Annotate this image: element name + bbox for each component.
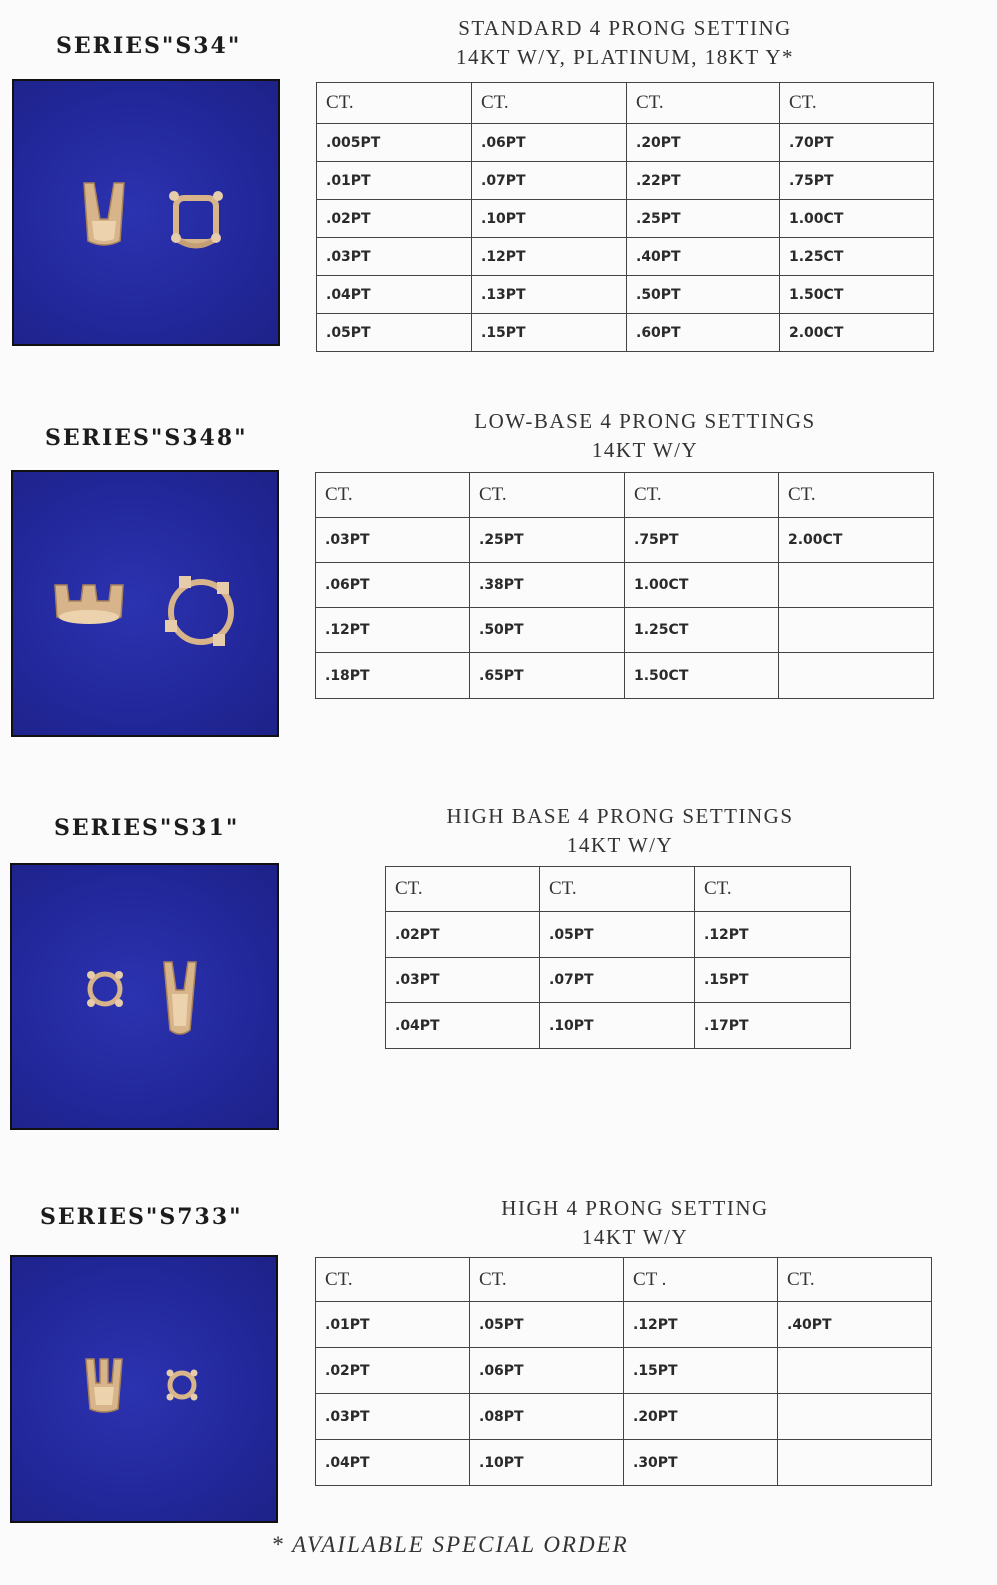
- table-row: [316, 1348, 932, 1394]
- size-cell: .06PT: [316, 563, 470, 608]
- size-cell: .15PT: [624, 1348, 778, 1394]
- heading-line: STANDARD 4 PRONG SETTING: [458, 16, 792, 40]
- table-row: [316, 608, 934, 653]
- size-cell: [778, 1440, 932, 1486]
- size-cell: 2.00CT: [779, 518, 934, 563]
- heading-line: 14KT W/Y, PLATINUM, 18KT Y*: [455, 45, 795, 69]
- table-row: [316, 1394, 932, 1440]
- size-cell: .12PT: [316, 608, 470, 653]
- size-cell: .50PT: [627, 276, 780, 314]
- size-cell: .10PT: [472, 200, 627, 238]
- series-title: SERIES"S348": [45, 425, 248, 451]
- prong-setting-top-icon: [164, 184, 228, 254]
- size-cell: .20PT: [624, 1394, 778, 1440]
- setting-heading: [325, 802, 915, 860]
- low-base-setting-top-icon: [161, 572, 241, 652]
- setting-heading: [350, 407, 940, 465]
- size-cell: .40PT: [778, 1302, 932, 1348]
- column-header: CT.: [316, 1258, 470, 1302]
- size-cell: .10PT: [470, 1440, 624, 1486]
- product-photo: [10, 863, 279, 1130]
- series-title: SERIES"S31": [54, 815, 240, 841]
- size-cell: .05PT: [540, 912, 695, 958]
- size-cell: .17PT: [695, 1003, 851, 1049]
- table-row: [386, 958, 851, 1003]
- series-title: SERIES"S733": [40, 1204, 243, 1230]
- size-cell: .15PT: [695, 958, 851, 1003]
- special-order-footnote: * AVAILABLE SPECIAL ORDER: [271, 1532, 629, 1557]
- size-cell: .04PT: [386, 1003, 540, 1049]
- heading-line: HIGH 4 PRONG SETTING: [501, 1196, 769, 1220]
- setting-heading: [330, 14, 920, 72]
- column-header: CT.: [470, 473, 625, 518]
- size-cell: .08PT: [470, 1394, 624, 1440]
- prong-setting-side-icon: [78, 181, 130, 251]
- size-cell: 1.00CT: [625, 563, 779, 608]
- heading-line: HIGH BASE 4 PRONG SETTINGS: [446, 804, 794, 828]
- size-cell: .12PT: [695, 912, 851, 958]
- size-cell: .40PT: [627, 238, 780, 276]
- size-cell: .05PT: [317, 314, 472, 352]
- table-row: [316, 518, 934, 563]
- size-cell: .03PT: [317, 238, 472, 276]
- size-cell: .22PT: [627, 162, 780, 200]
- size-cell: .15PT: [472, 314, 627, 352]
- size-cell: [779, 608, 934, 653]
- size-cell: .06PT: [470, 1348, 624, 1394]
- size-cell: [779, 653, 934, 699]
- size-cell: .60PT: [627, 314, 780, 352]
- size-cell: 1.25CT: [780, 238, 934, 276]
- column-header: CT.: [470, 1258, 624, 1302]
- size-cell: [778, 1348, 932, 1394]
- size-cell: .75PT: [780, 162, 934, 200]
- series-title: SERIES"S34": [56, 33, 242, 59]
- table-row: [317, 276, 934, 314]
- size-table: [385, 866, 851, 1049]
- size-cell: .02PT: [316, 1348, 470, 1394]
- table-row: [316, 1440, 932, 1486]
- size-cell: 1.50CT: [625, 653, 779, 699]
- table-row: [386, 1003, 851, 1049]
- high-base-setting-top-icon: [82, 965, 128, 1013]
- size-cell: 1.25CT: [625, 608, 779, 653]
- size-cell: 2.00CT: [780, 314, 934, 352]
- table-row: [386, 912, 851, 958]
- size-cell: .02PT: [317, 200, 472, 238]
- size-cell: .07PT: [540, 958, 695, 1003]
- high-setting-top-icon: [162, 1363, 202, 1407]
- size-cell: .03PT: [316, 518, 470, 563]
- table-row: [316, 1302, 932, 1348]
- size-cell: .13PT: [472, 276, 627, 314]
- table-row: [317, 238, 934, 276]
- size-cell: .12PT: [472, 238, 627, 276]
- size-cell: 1.50CT: [780, 276, 934, 314]
- size-cell: .50PT: [470, 608, 625, 653]
- column-header: CT.: [627, 83, 780, 124]
- size-cell: .01PT: [317, 162, 472, 200]
- table-row: [317, 200, 934, 238]
- column-header: CT.: [317, 83, 472, 124]
- product-photo: [10, 1255, 278, 1523]
- size-cell: .02PT: [386, 912, 540, 958]
- table-row: [317, 124, 934, 162]
- size-cell: .06PT: [472, 124, 627, 162]
- size-cell: .01PT: [316, 1302, 470, 1348]
- size-cell: .18PT: [316, 653, 470, 699]
- size-table: [315, 472, 934, 699]
- column-header: CT.: [778, 1258, 932, 1302]
- size-cell: .005PT: [317, 124, 472, 162]
- column-header: CT.: [779, 473, 934, 518]
- high-base-setting-side-icon: [160, 960, 200, 1040]
- table-row: [317, 162, 934, 200]
- setting-heading: [340, 1194, 930, 1252]
- column-header: CT .: [624, 1258, 778, 1302]
- heading-line: LOW-BASE 4 PRONG SETTINGS: [474, 409, 816, 433]
- size-cell: .04PT: [317, 276, 472, 314]
- table-row: [316, 563, 934, 608]
- size-cell: .65PT: [470, 653, 625, 699]
- product-photo: [11, 470, 279, 737]
- size-table: [316, 82, 934, 352]
- high-setting-side-icon: [82, 1357, 126, 1417]
- size-cell: .20PT: [627, 124, 780, 162]
- size-table: [315, 1257, 932, 1486]
- column-header: CT.: [472, 83, 627, 124]
- heading-line: 14KT W/Y: [581, 1225, 689, 1249]
- table-row: [317, 314, 934, 352]
- column-header: CT.: [540, 867, 695, 912]
- table-row: [316, 653, 934, 699]
- heading-line: 14KT W/Y: [566, 833, 674, 857]
- size-cell: .10PT: [540, 1003, 695, 1049]
- size-cell: .12PT: [624, 1302, 778, 1348]
- size-cell: [779, 563, 934, 608]
- size-cell: .75PT: [625, 518, 779, 563]
- column-header: CT.: [625, 473, 779, 518]
- size-cell: .25PT: [470, 518, 625, 563]
- size-cell: .38PT: [470, 563, 625, 608]
- size-cell: .30PT: [624, 1440, 778, 1486]
- column-header: CT.: [386, 867, 540, 912]
- size-cell: .70PT: [780, 124, 934, 162]
- column-header: CT.: [780, 83, 934, 124]
- size-cell: .05PT: [470, 1302, 624, 1348]
- size-cell: .03PT: [386, 958, 540, 1003]
- column-header: CT.: [316, 473, 470, 518]
- heading-line: 14KT W/Y: [591, 438, 699, 462]
- column-header: CT.: [695, 867, 851, 912]
- size-cell: [778, 1394, 932, 1440]
- size-cell: .07PT: [472, 162, 627, 200]
- size-cell: .04PT: [316, 1440, 470, 1486]
- low-base-setting-side-icon: [51, 577, 127, 629]
- size-cell: .25PT: [627, 200, 780, 238]
- size-cell: .03PT: [316, 1394, 470, 1440]
- product-photo: [12, 79, 280, 346]
- size-cell: 1.00CT: [780, 200, 934, 238]
